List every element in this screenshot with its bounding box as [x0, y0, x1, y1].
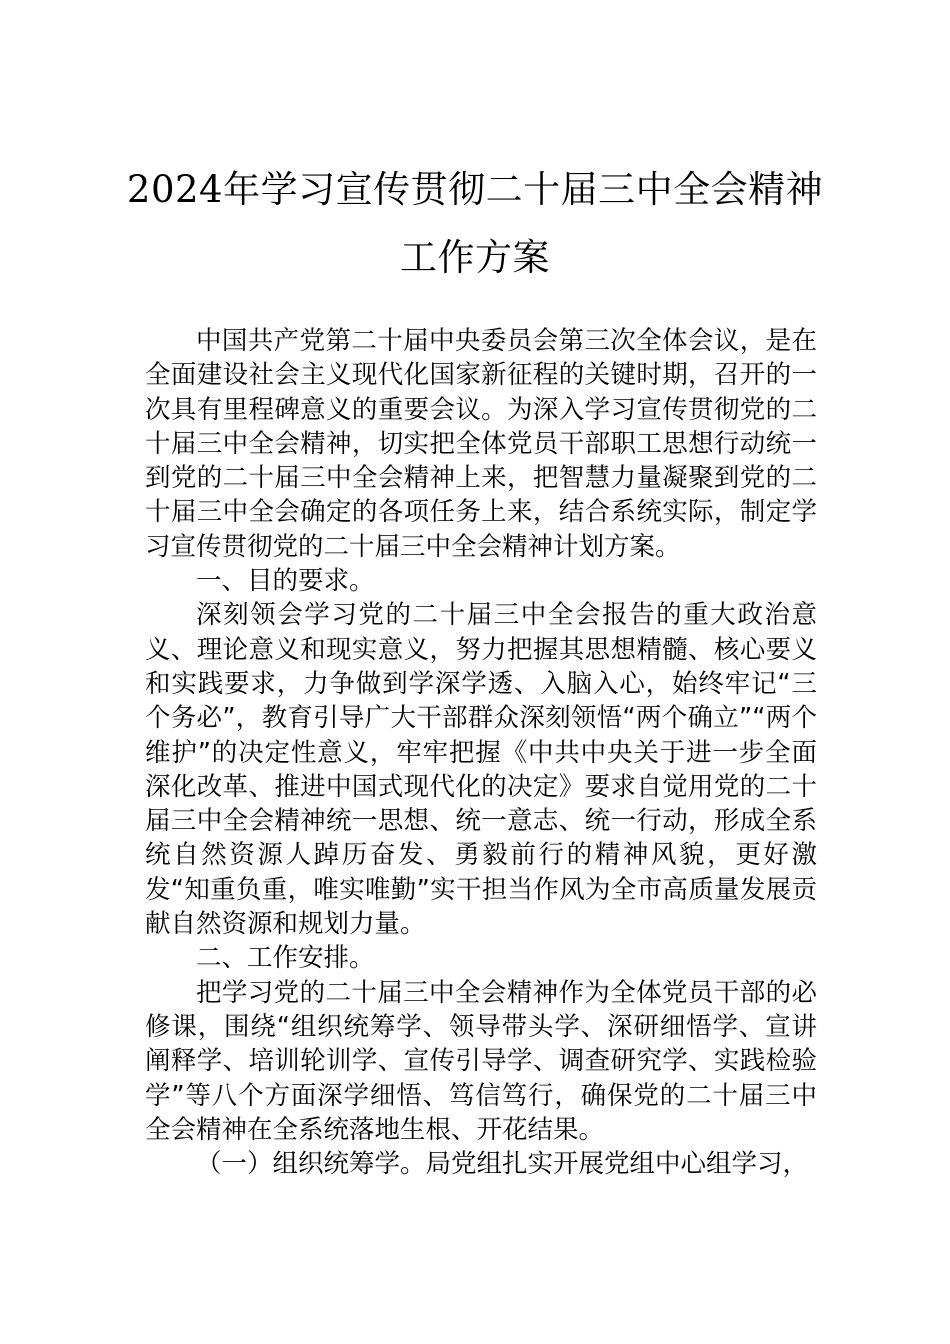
subsection-organize-study: （一）组织统筹学。局党组扎实开展党组中心组学习，: [196, 1149, 809, 1180]
document-title-line-2: 工作方案: [400, 236, 550, 279]
section-heading-arrangements: 二、工作安排。: [196, 943, 375, 974]
document-body: [145, 324, 817, 1181]
arrangements-paragraph: 把学习党的二十届三中全会精神作为全体党员干部的必修课，围绕“组织统筹学、领导带头学、深研细悟学、宣讲阐释学、培训轮训学、宣传引导学、调查研究学、实践检验学”等八个方面深学细悟、笃信笃行，确保党的二十届三中全会精神在全系统落地生根、开花结果。: [145, 977, 817, 1145]
goals-paragraph: 深刻领会学习党的二十届三中全会报告的重大政治意义、理论意义和现实意义，努力把握其思想精髓、核心要义和实践要求，力争做到学深学透、入脑入心，始终牢记“三个务必”，教育引导广大干部群众深刻领悟“两个确立”“两个维护”的决定性意义，牢牢把握《中共中央关于进一步全面深化改革、推进中国式现代化的决定》要求自觉用党的二十届三中全会精神统一思想、统一意志、统一行动，形成全系统自然资源人踔历奋发、勇毅前行的精神风貌，更好激发“知重负重，唯实唯勤”实干担当作风为全市高质量发展贡献自然资源和规划力量。: [145, 600, 817, 940]
section-heading-goals: 一、目的要求。: [196, 566, 375, 597]
document-title-line-1: 2024年学习宣传贯彻二十届三中全会精神: [126, 168, 824, 211]
intro-paragraph: 中国共产党第二十届中央委员会第三次全体会议，是在全面建设社会主义现代化国家新征程的关键时期，召开的一次具有里程碑意义的重要会议。为深入学习宣传贯彻党的二十届三中全会精神，切实把全体党员干部职工思想行动统一到党的二十届三中全会精神上来，把智慧力量凝聚到党的二十届三中全会确定的各项任务上来，结合系统实际，制定学习宣传贯彻党的二十届三中全会精神计划方案。: [145, 326, 817, 562]
